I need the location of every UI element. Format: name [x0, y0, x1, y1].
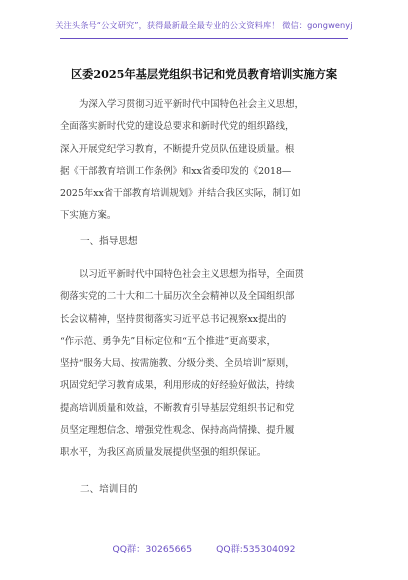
paragraph-line: 巩固党纪学习教育成果，利用形成的好经验好做法，持续 — [60, 380, 295, 392]
paragraph-line: 为深入学习贯彻习近平新时代中国特色社会主义思想， — [79, 99, 305, 110]
paragraph-line: 全面落实新时代党的建设总要求和新时代党的组织路线， — [60, 121, 295, 133]
paragraph-line: 长会议精神，坚持贯彻落实习近平总书记视察xx提出的 — [60, 313, 287, 325]
section-heading-guiding-ideology: 一、指导思想 — [80, 236, 138, 247]
paragraph-line: “作示范、勇争先”目标定位和“五个推进”更高要求， — [60, 335, 277, 347]
header-banner: 关注头条号“公文研究”，获得最新最全最专业的公文资料库！ 微信：gongwenyj — [55, 20, 353, 30]
paragraph-line: 深入开展党纪学习教育，不断提升党员队伍建设质量。根 — [60, 143, 295, 155]
paragraph-line: 2025年xx省干部教育培训规划》并结合我区实际，制订如 — [60, 188, 301, 200]
footer-qq-group-1: QQ群：30265665 — [112, 544, 193, 555]
paragraph-line: 彻落实党的二十大和二十届历次全会精神以及全国组织部 — [60, 291, 295, 303]
section-heading-training-purpose: 二、培训目的 — [80, 484, 138, 495]
intro-paragraph — [60, 94, 350, 228]
guiding-ideology-paragraph — [60, 264, 350, 465]
paragraph-line: 下实施方案。 — [60, 210, 117, 222]
paragraph-line: 职水平，为我区高质量发展提供坚强的组织保证。 — [60, 447, 267, 459]
paragraph-line: 员坚定理想信念、增强党性观念、保持高尚情操、提升履 — [60, 425, 295, 437]
footer-qq-group-2: QQ群:535304092 — [216, 544, 296, 555]
paragraph-line: 据《干部教育培训工作条例》和xx省委印发的《2018— — [60, 165, 292, 177]
paragraph-line: 以习近平新时代中国特色社会主义思想为指导，全面贯 — [79, 269, 305, 280]
header-divider — [60, 38, 348, 39]
paragraph-line: 提高培训质量和效益，不断教育引导基层党组织书记和党 — [60, 402, 295, 414]
footer-contact — [0, 541, 408, 555]
paragraph-line: 坚持“服务大局、按需施教、分级分类、全员培训”原则， — [60, 358, 295, 370]
document-title: 区委2025年基层党组织书记和党员教育培训实施方案 — [70, 67, 338, 81]
